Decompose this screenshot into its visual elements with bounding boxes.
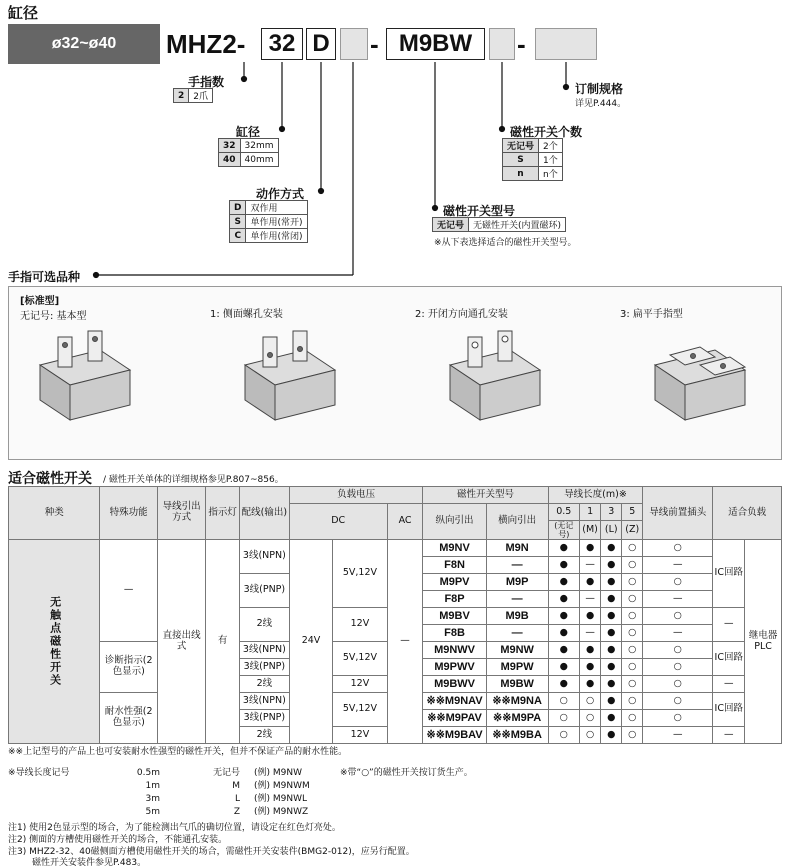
switch-model-table: [432, 217, 566, 232]
bore-code-table: [218, 138, 279, 167]
lead-length-mark: ○: [579, 710, 600, 727]
lead-length-mark: ●: [601, 574, 622, 591]
horizontal-model-cell: ※※M9BA: [486, 727, 548, 744]
load-relay-cell: 继电器PLC: [745, 540, 782, 744]
custom-spec-note: 详见P.444。: [575, 99, 627, 109]
vertical-model-cell: ※※M9NAV: [423, 693, 486, 710]
pre-wired-connector-mark: ○: [643, 659, 713, 676]
lead-length-mark: ●: [601, 557, 622, 574]
pre-wired-connector-mark: ○: [643, 710, 713, 727]
lead-length-mark: ○: [622, 540, 643, 557]
load-ic-cell: IC回路: [713, 642, 745, 676]
dc-voltage-range-cell: 5V,12V: [333, 693, 387, 727]
lead-length-mark: ●: [548, 625, 579, 642]
pre-wired-connector-mark: —: [643, 625, 713, 642]
switch-count-table: [502, 138, 563, 181]
lead-length-mark: ○: [622, 659, 643, 676]
th-len-3: 3: [601, 504, 622, 521]
lead-length-mark: ●: [601, 676, 622, 693]
switch-table-title: 适合磁性开关: [8, 471, 92, 487]
model-switch-code: M9BW: [386, 28, 485, 60]
gripper-flat-finger-illustration: [645, 325, 765, 440]
th-len-1-code: (M): [579, 521, 600, 540]
lead-length-row: 0.5m 无记号 (例) M9NW: [136, 768, 303, 778]
model-bore-code: 32: [261, 28, 303, 60]
code-key: 无记号: [433, 218, 469, 232]
th-lead-entry: 导线引出方式: [157, 487, 205, 540]
th-ac: AC: [387, 504, 423, 540]
horizontal-model-cell: M9B: [486, 608, 548, 625]
code-value: n个: [539, 167, 563, 181]
th-len-5-code: (Z): [622, 521, 643, 540]
switch-model-note: ※从下表选择适合的磁性开关型号。: [434, 238, 577, 248]
code-key: n: [503, 167, 539, 181]
horizontal-model-cell: —: [486, 625, 548, 642]
code-key: 32: [219, 139, 241, 153]
special-function-cell: 诊断指示(2色显示): [100, 642, 157, 693]
lead-length-mark: ○: [579, 693, 600, 710]
finger-options-label: 手指可选品种: [8, 270, 81, 284]
footnote-1: 注1) 使用2色显示型的场合，为了能检测出气爪的确切位置，请设定在红色灯亮处。: [8, 823, 341, 833]
th-len-05: 0.5: [548, 504, 579, 521]
load-ic-cell: —: [713, 608, 745, 642]
vertical-model-cell: M9PWV: [423, 659, 486, 676]
lead-length-mark: ●: [548, 659, 579, 676]
dc-voltage-range-cell: 5V,12V: [333, 540, 387, 608]
code-key: 无记号: [503, 139, 539, 153]
lead-length-mark: ○: [622, 557, 643, 574]
vertical-model-cell: F8P: [423, 591, 486, 608]
wiring-cell: 2线: [239, 608, 289, 642]
load-ic-cell: —: [713, 727, 745, 744]
horizontal-model-cell: —: [486, 591, 548, 608]
pre-wired-connector-mark: ○: [643, 693, 713, 710]
lead-length-mark: ○: [622, 693, 643, 710]
wiring-cell: 3线(NPN): [239, 642, 289, 659]
lead-length-mark: ●: [579, 540, 600, 557]
th-lead-length: 导线长度(m)※: [548, 487, 643, 504]
th-wiring: 配线(输出): [239, 487, 289, 540]
model-dash: -: [370, 29, 379, 59]
footnote-3: 注3) MHZ2-32、40磁侧面方槽使用磁性开关的场合，需磁性开关安装件(BMG2-012)，应另行配置。: [8, 847, 415, 857]
lead-length-list: [130, 765, 310, 817]
switch-table: [8, 486, 782, 744]
load-ic-cell: —: [713, 676, 745, 693]
fingers-label: 手指数: [188, 75, 225, 89]
lead-length-mark: ●: [601, 693, 622, 710]
lead-length-mark: ●: [579, 642, 600, 659]
vertical-model-cell: M9NV: [423, 540, 486, 557]
lead-length-mark: ○: [622, 574, 643, 591]
lead-length-mark: ●: [579, 676, 600, 693]
action-label: 动作方式: [256, 187, 305, 201]
gripper-side-tapped-illustration: [235, 325, 345, 440]
lead-length-mark: ○: [622, 727, 643, 744]
lead-length-mark: ○: [548, 693, 579, 710]
pre-wired-connector-mark: —: [643, 727, 713, 744]
horizontal-model-cell: M9PW: [486, 659, 548, 676]
special-function-cell: —: [100, 540, 157, 642]
standard-type-label: [标准型]: [20, 296, 60, 307]
lead-length-mark: ●: [548, 642, 579, 659]
model-dash: -: [517, 29, 526, 59]
lead-length-mark: ●: [548, 540, 579, 557]
wiring-cell: 3线(PNP): [239, 574, 289, 608]
horizontal-model-cell: M9N: [486, 540, 548, 557]
code-value: 无磁性开关(内置磁环): [469, 218, 566, 232]
vertical-model-cell: F8N: [423, 557, 486, 574]
wiring-cell: 3线(PNP): [239, 710, 289, 727]
fingers-code-table: [173, 88, 213, 103]
switch-row: [9, 540, 782, 557]
indicator-cell: 有: [206, 540, 240, 744]
dc-voltage-range-cell: 12V: [333, 608, 387, 642]
kind-cell: 无触点磁性开关: [9, 540, 100, 744]
pre-wired-connector-mark: —: [643, 557, 713, 574]
lead-length-mark: ●: [601, 710, 622, 727]
vertical-model-cell: M9PV: [423, 574, 486, 591]
lead-length-row: 3m L (例) M9NWL: [145, 794, 308, 804]
option1-label: 1: 侧面螺孔安装: [210, 309, 283, 320]
note-lead-length-heading: ※导线长度记号: [8, 768, 70, 778]
custom-spec-label: 订制规格: [575, 82, 624, 96]
lead-length-mark: ●: [579, 659, 600, 676]
code-value: 单作用(常开): [246, 215, 307, 229]
lead-length-mark: ●: [601, 642, 622, 659]
code-key: S: [503, 153, 539, 167]
code-value: 2爪: [189, 89, 213, 103]
footnote-2: 注2) 侧面的方槽使用磁性开关的场合，不能通孔安装。: [8, 835, 228, 845]
th-special-function: 特殊功能: [100, 487, 157, 540]
dc-voltage-cell: 24V: [289, 540, 332, 744]
wiring-cell: 3线(NPN): [239, 540, 289, 574]
footnote-3-ref: 磁性开关安装件参见P.483。: [32, 858, 147, 867]
lead-length-mark: ●: [601, 540, 622, 557]
load-ic-cell: IC回路: [713, 693, 745, 727]
code-value: 双作用: [246, 201, 307, 215]
note-made-to-order: ※带“○”的磁性开关按订货生产。: [340, 768, 473, 778]
th-len-5: 5: [622, 504, 643, 521]
code-value: 2个: [539, 139, 563, 153]
horizontal-model-cell: ※※M9PA: [486, 710, 548, 727]
vertical-model-cell: M9BV: [423, 608, 486, 625]
wiring-cell: 2线: [239, 727, 289, 744]
code-value: 单作用(常闭): [246, 229, 307, 243]
load-ic-cell: IC回路: [713, 540, 745, 608]
wiring-cell: 3线(NPN): [239, 693, 289, 710]
callout-lines: [0, 0, 790, 290]
model-prefix: MHZ2-: [166, 29, 246, 59]
horizontal-model-cell: M9BW: [486, 676, 548, 693]
switch-table-ref: / 磁性开关单体的详细规格参见P.807~856。: [103, 475, 284, 485]
th-len-05-code: (无记号): [548, 521, 579, 540]
lead-length-mark: ●: [548, 676, 579, 693]
lead-length-mark: ●: [601, 608, 622, 625]
th-kind: 种类: [9, 487, 100, 540]
option2-label: 2: 开闭方向通孔安装: [415, 309, 508, 320]
th-indicator: 指示灯: [206, 487, 240, 540]
lead-length-mark: ●: [548, 557, 579, 574]
code-key: C: [230, 229, 246, 243]
lead-length-mark: ●: [548, 608, 579, 625]
gripper-standard-illustration: [30, 325, 140, 440]
vertical-model-cell: M9BWV: [423, 676, 486, 693]
th-load-voltage: 负载电压: [289, 487, 423, 504]
code-key: 2: [174, 89, 189, 103]
switch-model-label: 磁性开关型号: [443, 204, 516, 218]
lead-length-mark: ○: [579, 727, 600, 744]
lead-length-row: 5m Z (例) M9NWZ: [145, 807, 309, 817]
th-horizontal: 横向引出: [486, 504, 548, 540]
option3-label: 3: 扁平手指型: [620, 309, 683, 320]
lead-length-mark: ○: [622, 591, 643, 608]
th-switch-model: 磁性开关型号: [423, 487, 548, 504]
bore-range-badge: ø32~ø40: [8, 24, 160, 64]
note-water-resistant: ※※上记型号的产品上也可安装耐水性强型的磁性开关，但并不保证产品的耐水性能。: [8, 747, 348, 757]
th-len-1: 1: [579, 504, 600, 521]
action-code-table: [229, 200, 308, 243]
dc-voltage-range-cell: 12V: [333, 727, 387, 744]
pre-wired-connector-mark: ○: [643, 642, 713, 659]
lead-entry-cell: 直接出线式: [157, 540, 205, 744]
model-action-code: D: [306, 28, 336, 60]
wiring-cell: 2线: [239, 676, 289, 693]
lead-length-mark: ○: [622, 710, 643, 727]
vertical-model-cell: ※※M9BAV: [423, 727, 486, 744]
pre-wired-connector-mark: —: [643, 591, 713, 608]
lead-length-mark: —: [579, 591, 600, 608]
horizontal-model-cell: M9NW: [486, 642, 548, 659]
switch-count-label: 磁性开关个数: [510, 125, 583, 139]
code-value: 1个: [539, 153, 563, 167]
lead-length-mark: —: [579, 557, 600, 574]
th-pre-wired-connector: 导线前置插头: [643, 487, 713, 540]
code-value: 40mm: [240, 153, 278, 167]
vertical-model-cell: F8B: [423, 625, 486, 642]
horizontal-model-cell: —: [486, 557, 548, 574]
bore-label: 缸径: [236, 125, 261, 139]
pre-wired-connector-mark: ○: [643, 676, 713, 693]
code-key: D: [230, 201, 246, 215]
lead-length-row: 1m M (例) M9NWM: [145, 781, 310, 791]
lead-length-mark: ●: [548, 574, 579, 591]
th-applicable-load: 适合负载: [713, 487, 782, 540]
lead-length-mark: ○: [622, 642, 643, 659]
lead-length-mark: ●: [579, 574, 600, 591]
standard-type-sub: 无记号: 基本型: [20, 311, 87, 322]
vertical-model-cell: ※※M9PAV: [423, 710, 486, 727]
lead-length-mark: ○: [548, 727, 579, 744]
bore-title: 缸径: [8, 4, 39, 22]
lead-length-mark: ○: [622, 608, 643, 625]
lead-length-mark: ●: [579, 608, 600, 625]
lead-length-mark: ●: [601, 591, 622, 608]
gripper-through-hole-illustration: [440, 325, 550, 440]
dc-voltage-range-cell: 5V,12V: [333, 642, 387, 676]
pre-wired-connector-mark: ○: [643, 540, 713, 557]
lead-length-mark: ●: [601, 659, 622, 676]
horizontal-model-cell: M9P: [486, 574, 548, 591]
pre-wired-connector-mark: ○: [643, 574, 713, 591]
lead-length-mark: —: [579, 625, 600, 642]
lead-length-mark: ○: [622, 625, 643, 642]
th-vertical: 纵向引出: [423, 504, 486, 540]
th-dc: DC: [289, 504, 387, 540]
dc-voltage-range-cell: 12V: [333, 676, 387, 693]
vertical-model-cell: M9NWV: [423, 642, 486, 659]
lead-length-mark: ○: [548, 710, 579, 727]
th-len-3-code: (L): [601, 521, 622, 540]
lead-length-mark: ○: [622, 676, 643, 693]
horizontal-model-cell: ※※M9NA: [486, 693, 548, 710]
pre-wired-connector-mark: ○: [643, 608, 713, 625]
special-function-cell: 耐水性强(2色显示): [100, 693, 157, 744]
lead-length-mark: ●: [548, 591, 579, 608]
wiring-cell: 3线(PNP): [239, 659, 289, 676]
lead-length-mark: ●: [601, 625, 622, 642]
code-key: S: [230, 215, 246, 229]
code-key: 40: [219, 153, 241, 167]
code-value: 32mm: [240, 139, 278, 153]
lead-length-mark: ●: [601, 727, 622, 744]
ac-voltage-cell: —: [387, 540, 423, 744]
